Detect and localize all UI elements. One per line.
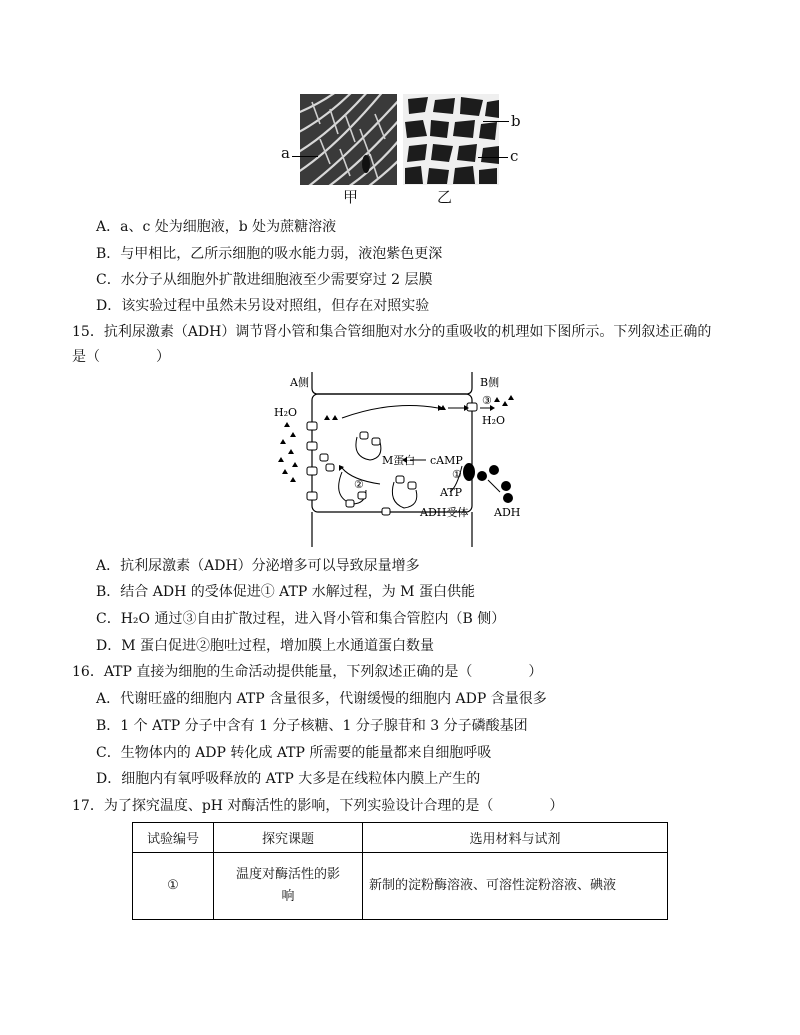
q14-option-a: A．a、c 处为细胞液，b 处为蔗糖溶液 (96, 219, 337, 235)
q14-option-d: D．该实验过程中虽然未另设对照组，但存在对照实验 (96, 298, 430, 314)
q16-option-c: C．生物体内的 ADP 转化成 ATP 所需要的能量都来自细胞呼吸 (96, 745, 492, 761)
q15-stem-line2: 是（ ） (72, 349, 170, 365)
row-topic-line2: 响 (281, 889, 295, 904)
label-atp: ATP (440, 486, 463, 499)
label-c: c (510, 147, 519, 165)
header-topic: 探究课题 (214, 823, 363, 853)
micrograph-jia (300, 94, 397, 185)
q16-option-a: A．代谢旺盛的细胞内 ATP 含量很多，代谢缓慢的细胞内 ADP 含量很多 (96, 691, 547, 707)
q14-option-c: C．水分子从细胞外扩散进细胞液至少需要穿过 2 层膜 (96, 272, 433, 288)
q15-option-b: B．结合 ADH 的受体促进① ATP 水解过程，为 M 蛋白供能 (96, 584, 475, 600)
experiment-table (132, 822, 668, 920)
label-camp: cAMP (430, 454, 463, 467)
label-receptor: ADH受体 (420, 506, 469, 519)
q15-option-d: D．M 蛋白促进②胞吐过程，增加膜上水通道蛋白数量 (96, 638, 435, 654)
q16-option-d: D．细胞内有氧呼吸释放的 ATP 大多是在线粒体内膜上产生的 (96, 771, 481, 787)
label-side-a: A侧 (290, 376, 309, 389)
q16-option-b: B．1 个 ATP 分子中含有 1 分子核糖、1 分子腺苷和 3 分子磷酸基团 (96, 718, 528, 734)
label-a: a (281, 144, 290, 162)
label-num3: ③ (482, 394, 492, 407)
header-materials: 选用材料与试剂 (363, 823, 668, 853)
q14-option-b: B．与甲相比，乙所示细胞的吸水能力弱，液泡紫色更深 (96, 246, 443, 262)
label-h2o-left: H₂O (274, 406, 298, 419)
adh-mechanism-diagram (262, 372, 532, 547)
q17-stem: 17．为了探究温度、pH 对酶活性的影响，下列实验设计合理的是（ ） (72, 798, 564, 814)
row-topic (214, 853, 363, 920)
row-id: ① (133, 853, 214, 920)
label-num1: ① (452, 468, 462, 481)
label-b: b (511, 112, 521, 130)
label-adh: ADH (494, 506, 521, 519)
pointer-c (478, 157, 508, 158)
pointer-a (292, 156, 318, 157)
header-id: 试验编号 (133, 823, 214, 853)
micrograph-yi (403, 94, 499, 185)
table-row (133, 853, 668, 920)
label-side-b: B侧 (480, 376, 500, 389)
pointer-b (483, 121, 509, 122)
label-num2: ② (354, 478, 364, 491)
label-m-protein: M蛋白 (382, 454, 416, 467)
q16-stem: 16．ATP 直接为细胞的生命活动提供能量，下列叙述正确的是（ ） (72, 664, 543, 680)
table-header-row (133, 823, 668, 853)
caption-yi: 乙 (437, 188, 453, 206)
label-h2o-right: H₂O (482, 414, 506, 427)
q15-option-c: C．H₂O 通过③自由扩散过程，进入肾小管和集合管腔内（B 侧） (96, 611, 506, 627)
caption-jia: 甲 (343, 188, 359, 206)
row-materials: 新制的淀粉酶溶液、可溶性淀粉溶液、碘液 (363, 853, 668, 920)
row-topic-line1: 温度对酶活性的影 (235, 867, 340, 882)
q15-option-a: A．抗利尿激素（ADH）分泌增多可以导致尿量增多 (96, 558, 420, 574)
q15-stem-line1: 15．抗利尿激素（ADH）调节肾小管和集合管细胞对水分的重吸收的机理如下图所示。下列叙述正确的 (72, 324, 712, 340)
